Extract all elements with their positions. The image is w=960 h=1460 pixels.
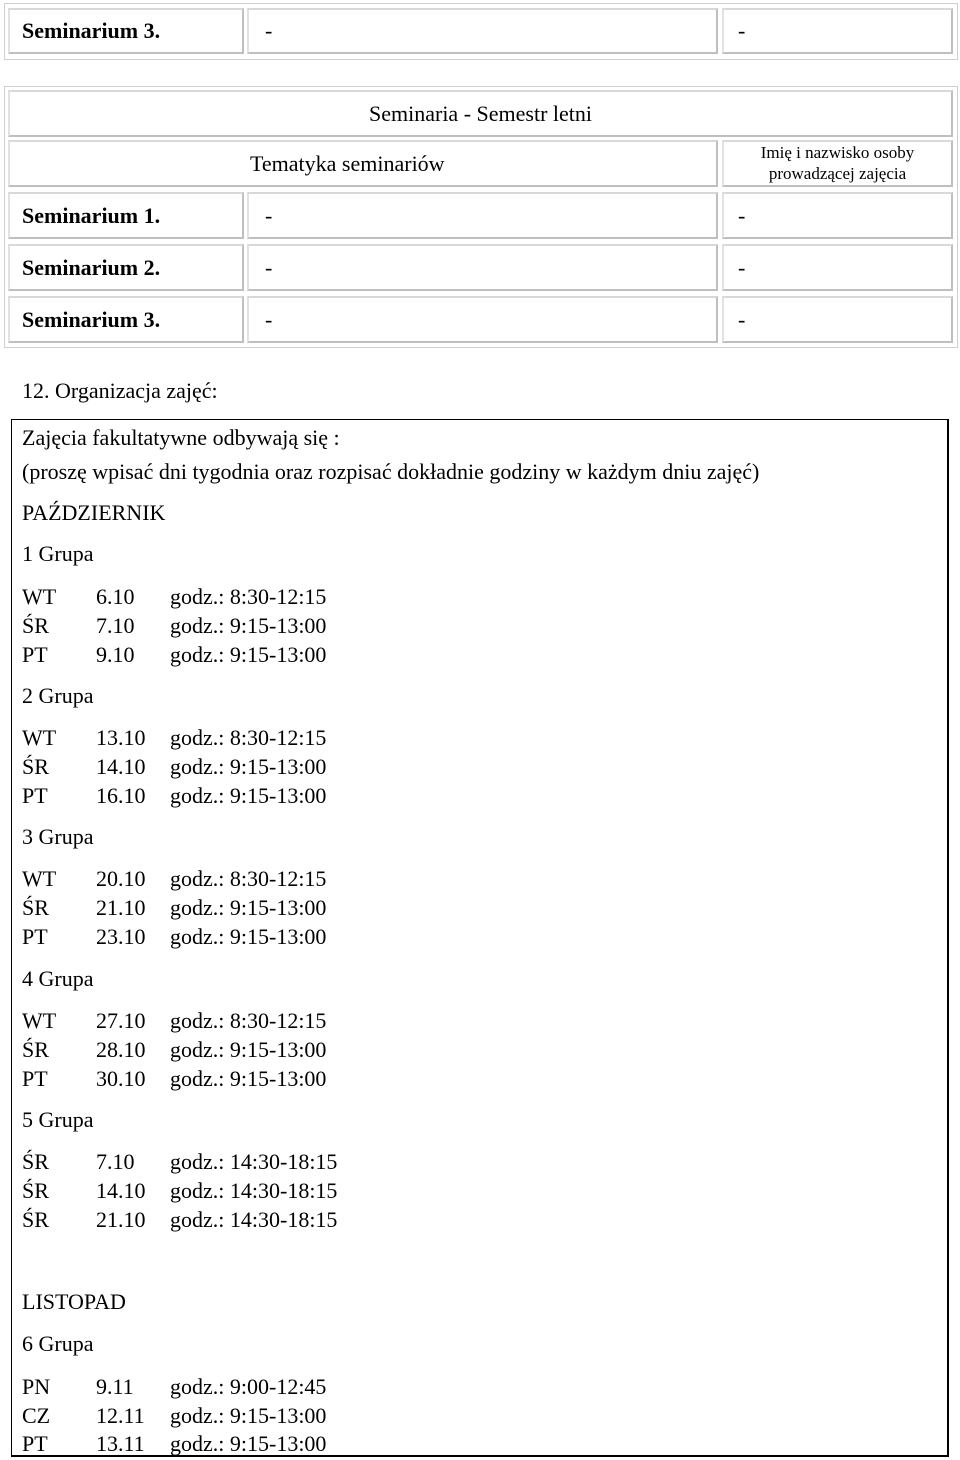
- schedule-box: [11, 419, 949, 1457]
- entry-time: godz.: 9:00-12:45: [170, 1374, 327, 1399]
- entry-time: godz.: 8:30-12:15: [170, 584, 327, 609]
- entry-day: PT: [22, 642, 48, 667]
- entry-day: ŚR: [22, 1178, 49, 1203]
- entry-date: 6.10: [96, 584, 135, 609]
- entry-day: ŚR: [22, 1207, 49, 1232]
- entry-time: godz.: 9:15-13:00: [170, 1037, 327, 1062]
- group-6-title: 6 Grupa: [22, 1331, 94, 1356]
- entry-date: 13.11: [96, 1431, 145, 1456]
- seminar-row-2-label: Seminarium 2.: [8, 244, 244, 291]
- col-header-person: Imię i nazwisko osoby prowadzącej zajęcia: [722, 140, 953, 187]
- entry-date: 9.10: [96, 642, 135, 667]
- entry-time: godz.: 8:30-12:15: [170, 1008, 327, 1033]
- entry-date: 13.10: [96, 725, 146, 750]
- entry-date: 20.10: [96, 866, 146, 891]
- entry-date: 7.10: [96, 613, 135, 638]
- entry-date: 9.11: [96, 1374, 134, 1399]
- entry-day: WT: [22, 1008, 57, 1033]
- entry-day: ŚR: [22, 895, 49, 920]
- entry-day: WT: [22, 725, 57, 750]
- entry-date: 21.10: [96, 1207, 146, 1232]
- group-2-title: 2 Grupa: [22, 683, 94, 708]
- entry-date: 30.10: [96, 1066, 146, 1091]
- entry-day: WT: [22, 866, 57, 891]
- seminar-row-1-label: Seminarium 1.: [8, 192, 244, 239]
- entry-date: 27.10: [96, 1008, 146, 1033]
- entry-day: PT: [22, 1431, 48, 1456]
- seminar-row-3-label: Seminarium 3.: [8, 296, 244, 343]
- seminar-row-1-topic: -: [247, 192, 718, 239]
- group-4-title: 4 Grupa: [22, 966, 94, 991]
- section-heading: 12. Organizacja zajęć:: [22, 378, 218, 403]
- entry-time: godz.: 14:30-18:15: [170, 1149, 338, 1174]
- entry-day: PT: [22, 924, 48, 949]
- instruction-text: (proszę wpisać dni tygodnia oraz rozpisać dokładnie godziny w każdym dniu zajęć): [22, 459, 760, 484]
- entry-date: 7.10: [96, 1149, 135, 1174]
- entry-day: PN: [22, 1374, 51, 1399]
- seminar-row-1-person: -: [722, 192, 953, 239]
- intro-text: Zajęcia fakultatywne odbywają się :: [22, 425, 340, 450]
- entry-day: ŚR: [22, 613, 49, 638]
- entry-date: 23.10: [96, 924, 146, 949]
- top-row-label: Seminarium 3.: [8, 8, 244, 54]
- entry-time: godz.: 9:15-13:00: [170, 924, 327, 949]
- entry-date: 16.10: [96, 783, 146, 808]
- entry-time: godz.: 8:30-12:15: [170, 725, 327, 750]
- entry-date: 21.10: [96, 895, 146, 920]
- entry-time: godz.: 9:15-13:00: [170, 1066, 327, 1091]
- col-header-topic: Tematyka seminariów: [8, 140, 718, 187]
- entry-day: WT: [22, 584, 57, 609]
- entry-time: godz.: 9:15-13:00: [170, 1403, 327, 1428]
- seminar-row-2-topic: -: [247, 244, 718, 291]
- top-row-person: -: [722, 8, 953, 54]
- seminar-row-3-topic: -: [247, 296, 718, 343]
- entry-day: PT: [22, 783, 48, 808]
- entry-time: godz.: 9:15-13:00: [170, 1431, 327, 1456]
- entry-date: 14.10: [96, 1178, 146, 1203]
- entry-date: 12.11: [96, 1403, 145, 1428]
- entry-day: ŚR: [22, 1149, 49, 1174]
- entry-time: godz.: 9:15-13:00: [170, 754, 327, 779]
- seminar-row-2-person: -: [722, 244, 953, 291]
- month-october: PAŹDZIERNIK: [22, 500, 166, 525]
- entry-date: 28.10: [96, 1037, 146, 1062]
- entry-time: godz.: 14:30-18:15: [170, 1207, 338, 1232]
- group-1-title: 1 Grupa: [22, 541, 94, 566]
- entry-time: godz.: 14:30-18:15: [170, 1178, 338, 1203]
- entry-time: godz.: 9:15-13:00: [170, 783, 327, 808]
- month-november: LISTOPAD: [22, 1289, 126, 1314]
- entry-date: 14.10: [96, 754, 146, 779]
- entry-day: ŚR: [22, 1037, 49, 1062]
- entry-day: PT: [22, 1066, 48, 1091]
- entry-time: godz.: 9:15-13:00: [170, 613, 327, 638]
- seminar-table-title: Seminaria - Semestr letni: [8, 90, 953, 137]
- entry-time: godz.: 9:15-13:00: [170, 895, 327, 920]
- entry-day: CZ: [22, 1403, 51, 1428]
- entry-day: ŚR: [22, 754, 49, 779]
- group-5-title: 5 Grupa: [22, 1107, 94, 1132]
- seminar-row-3-person: -: [722, 296, 953, 343]
- entry-time: godz.: 9:15-13:00: [170, 642, 327, 667]
- entry-time: godz.: 8:30-12:15: [170, 866, 327, 891]
- group-3-title: 3 Grupa: [22, 824, 94, 849]
- top-row-topic: -: [247, 8, 718, 54]
